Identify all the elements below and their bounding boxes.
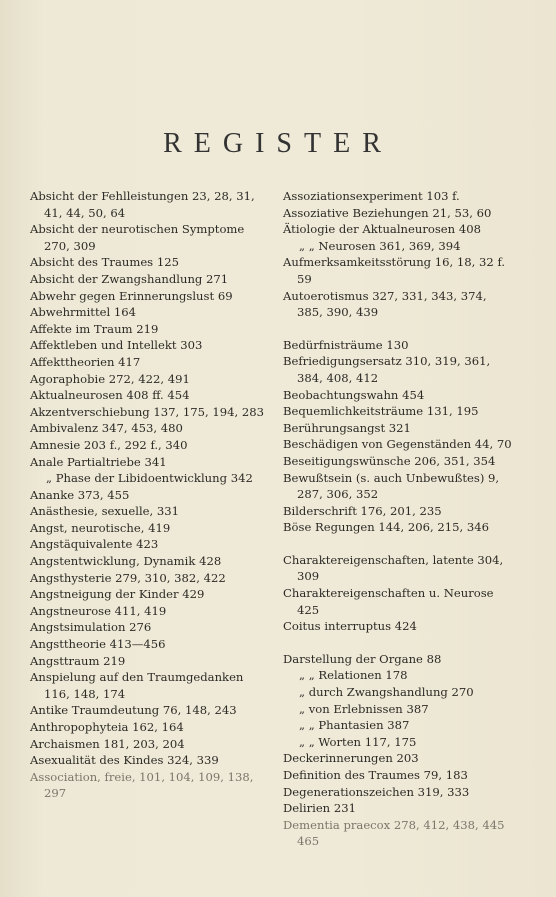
- index-entry: Darstellung der Organe 88: [283, 651, 442, 666]
- index-entry: Deckerinnerungen 203: [283, 751, 419, 766]
- index-entry: Abwehrmittel 164: [30, 305, 136, 320]
- index-entry: Archaismen 181, 203, 204: [30, 736, 185, 751]
- index-entry: Bewußtsein (s. auch Unbewußtes) 9, 287, 306, 352: [283, 470, 500, 502]
- index-entry: Affektleben und Intellekt 303: [30, 338, 203, 353]
- index-entry: Charaktereigenschaften, latente 304, 309: [283, 552, 504, 584]
- index-entry: Degenerationszeichen 319, 333: [283, 784, 470, 799]
- index-entry: Berührungsangst 321: [283, 420, 411, 435]
- index-entry: Beobachtungswahn 454: [283, 387, 425, 402]
- index-entry: Aufmerksamkeitsstörung 16, 18, 32 f. 59: [283, 255, 506, 286]
- index-entry: Amnesie 203 f., 292 f., 340: [30, 437, 188, 452]
- index-entry: Assoziationsexperiment 103 f.: [283, 189, 460, 203]
- index-entry: Anästhesie, sexuelle, 331: [30, 504, 180, 519]
- index-entry: Angstäquivalente 423: [30, 537, 159, 552]
- index-entry: Anale Partialtriebe 341: [30, 454, 167, 469]
- index-entry: Akzentverschiebung 137, 175, 194, 283: [30, 404, 265, 419]
- index-entry: Angst, neurotische, 419: [30, 520, 171, 535]
- index-entry: Charaktereigenschaften u. Neurose 425: [283, 586, 494, 617]
- index-entry: Anspielung auf den Traumgedanken 116, 148, 174: [30, 670, 244, 701]
- index-entry: Abwehr gegen Erinnerungslust 69: [30, 288, 233, 303]
- index-entry: Affekte im Traum 219: [30, 321, 159, 336]
- index-entry: Ätiologie der Aktualneurosen 408: [283, 222, 481, 237]
- index-entry: Affekttheorien 417: [30, 354, 141, 369]
- index-column-left: [30, 188, 268, 802]
- index-entry: Angsthysterie 279, 310, 382, 422: [30, 570, 226, 585]
- index-entry: Angsttraum 219: [30, 653, 126, 668]
- index-entry: Angsttheorie 413—456: [30, 637, 166, 652]
- index-entry: Bedürfnisträume 130: [283, 337, 409, 352]
- page-title: REGISTER: [163, 128, 393, 159]
- index-entry: Angstentwicklung, Dynamik 428: [30, 554, 222, 569]
- index-subentry: „ „ Relationen 178: [299, 668, 408, 683]
- index-entry: Assoziative Beziehungen 21, 53, 60: [283, 205, 492, 220]
- index-entry: Beschädigen von Gegenständen 44, 70: [283, 437, 512, 452]
- index-entry: Befriedigungsersatz 310, 319, 361, 384, 408, 412: [283, 354, 491, 385]
- index-entry: Agoraphobie 272, 422, 491: [30, 371, 190, 386]
- index-subentry: „ „ Phantasien 387: [299, 718, 410, 733]
- index-entry: Ambivalenz 347, 453, 480: [30, 421, 183, 436]
- index-entry: Angstneigung der Kinder 429: [30, 587, 205, 602]
- index-entry: Bilderschrift 176, 201, 235: [283, 503, 442, 518]
- index-entry: Böse Regungen 144, 206, 215, 346: [283, 520, 490, 535]
- index-entry: Antike Traumdeutung 76, 148, 243: [30, 703, 237, 718]
- index-entry: Autoerotismus 327, 331, 343, 374, 385, 390, 439: [283, 288, 487, 320]
- index-entry: Angstsimulation 276: [30, 620, 152, 635]
- index-subentry: „ „ Worten 117, 175: [299, 734, 417, 749]
- index-entry: Anthropophyteia 162, 164: [30, 720, 184, 734]
- index-entry: Definition des Traumes 79, 183: [283, 768, 468, 782]
- index-entry: Coitus interruptus 424: [283, 619, 417, 634]
- index-column-right: [283, 188, 513, 850]
- index-subentry: „ von Erlebnissen 387: [299, 701, 429, 716]
- index-entry: Asexualität des Kindes 324, 339: [30, 753, 219, 768]
- index-entry: Ananke 373, 455: [30, 487, 130, 502]
- index-subentry: „ Phase der Libidoentwicklung 342: [46, 471, 253, 486]
- index-entry: Beseitigungswünsche 206, 351, 354: [283, 453, 496, 468]
- index-entry: Association, freie, 101, 104, 109, 138, 297: [30, 769, 254, 801]
- index-entry: Aktualneurosen 408 ff. 454: [30, 388, 190, 403]
- index-entry: Absicht des Traumes 125: [30, 255, 179, 270]
- index-entry: Dementia praecox 278, 412, 438, 445 465: [283, 817, 505, 849]
- index-subentry: „ „ Neurosen 361, 369, 394: [299, 238, 461, 253]
- index-entry: Angstneurose 411, 419: [30, 603, 167, 618]
- index-entry: Absicht der Zwangshandlung 271: [30, 271, 229, 286]
- index-subentry: „ durch Zwangshandlung 270: [299, 685, 474, 700]
- index-entry: Absicht der Fehlleistungen 23, 28, 31, 41, 44, 50, 64: [30, 189, 255, 220]
- index-entry: Delirien 231: [283, 801, 356, 816]
- index-entry: Absicht der neurotischen Symptome 270, 309: [30, 222, 245, 253]
- index-entry: Bequemlichkeitsträume 131, 195: [283, 404, 479, 419]
